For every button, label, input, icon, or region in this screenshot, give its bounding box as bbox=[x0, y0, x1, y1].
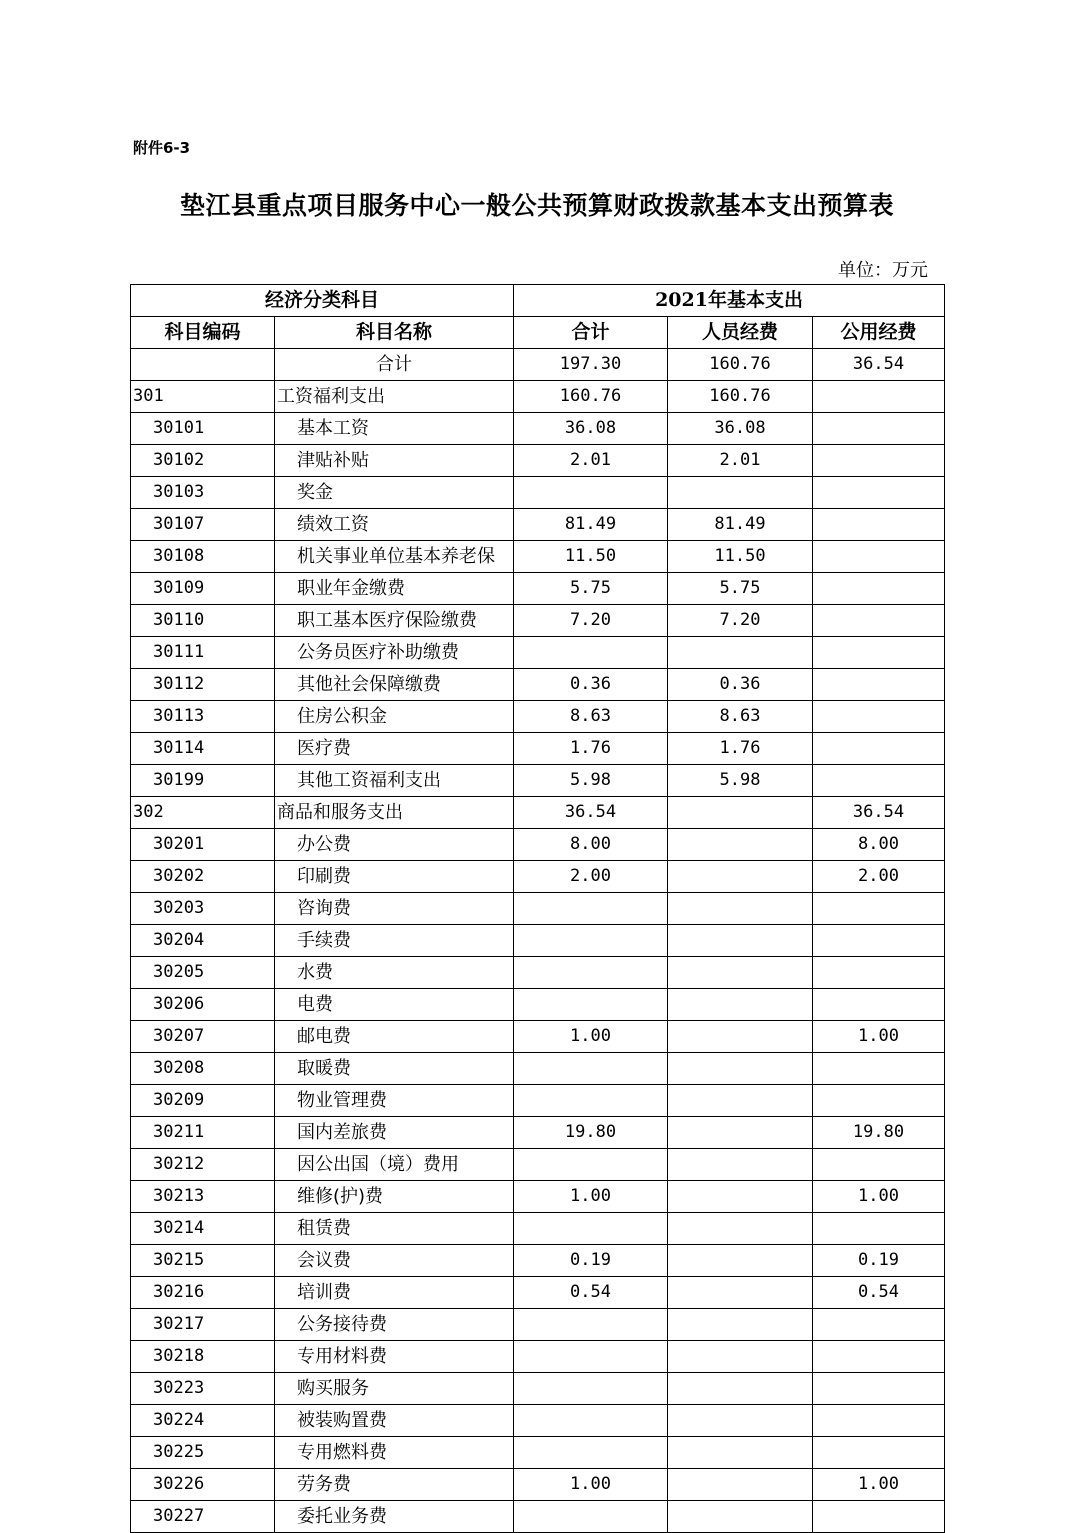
row-name: 培训费 bbox=[275, 1277, 514, 1309]
table-row bbox=[131, 765, 945, 797]
header-name: 科目名称 bbox=[275, 317, 514, 349]
row-name: 劳务费 bbox=[275, 1469, 514, 1501]
table-row bbox=[131, 605, 945, 637]
row-name: 奖金 bbox=[275, 477, 514, 509]
row-total: 160.76 bbox=[514, 381, 668, 413]
row-name: 电费 bbox=[275, 989, 514, 1021]
row-personnel: 11.50 bbox=[668, 541, 813, 573]
row-code: 30108 bbox=[131, 541, 275, 573]
header-total: 合计 bbox=[514, 317, 668, 349]
row-code: 30214 bbox=[131, 1213, 275, 1245]
row-total bbox=[514, 925, 668, 957]
total-row bbox=[131, 349, 945, 381]
row-personnel bbox=[668, 989, 813, 1021]
row-total bbox=[514, 1501, 668, 1533]
table-row bbox=[131, 797, 945, 829]
row-code: 30223 bbox=[131, 1373, 275, 1405]
row-public: 1.00 bbox=[813, 1469, 945, 1501]
row-personnel bbox=[668, 1437, 813, 1469]
row-personnel bbox=[668, 1117, 813, 1149]
row-name: 水费 bbox=[275, 957, 514, 989]
table-row bbox=[131, 1309, 945, 1341]
row-code: 30209 bbox=[131, 1085, 275, 1117]
row-total bbox=[514, 989, 668, 1021]
header-basic-expenditure-2021: 2021年基本支出 bbox=[514, 285, 945, 317]
row-total bbox=[514, 1373, 668, 1405]
row-public: 8.00 bbox=[813, 829, 945, 861]
row-total: 2.00 bbox=[514, 861, 668, 893]
row-name: 基本工资 bbox=[275, 413, 514, 445]
row-total: 1.00 bbox=[514, 1181, 668, 1213]
row-total: 36.08 bbox=[514, 413, 668, 445]
row-total bbox=[514, 1213, 668, 1245]
row-total: 7.20 bbox=[514, 605, 668, 637]
row-personnel: 2.01 bbox=[668, 445, 813, 477]
table-row bbox=[131, 1373, 945, 1405]
row-public bbox=[813, 701, 945, 733]
row-name: 专用燃料费 bbox=[275, 1437, 514, 1469]
row-personnel bbox=[668, 477, 813, 509]
table-row bbox=[131, 381, 945, 413]
row-public: 0.54 bbox=[813, 1277, 945, 1309]
budget-table bbox=[130, 284, 945, 1533]
row-public bbox=[813, 605, 945, 637]
row-personnel: 8.63 bbox=[668, 701, 813, 733]
row-code: 30206 bbox=[131, 989, 275, 1021]
row-total bbox=[514, 893, 668, 925]
row-name: 手续费 bbox=[275, 925, 514, 957]
row-total bbox=[514, 1341, 668, 1373]
table-row bbox=[131, 541, 945, 573]
row-code: 30205 bbox=[131, 957, 275, 989]
row-total bbox=[514, 1085, 668, 1117]
row-code: 30107 bbox=[131, 509, 275, 541]
row-total: 5.75 bbox=[514, 573, 668, 605]
row-total: 0.54 bbox=[514, 1277, 668, 1309]
row-total: 0.19 bbox=[514, 1245, 668, 1277]
row-code: 30216 bbox=[131, 1277, 275, 1309]
table-row bbox=[131, 989, 945, 1021]
row-personnel bbox=[668, 1053, 813, 1085]
row-personnel bbox=[668, 1149, 813, 1181]
row-total: 1.76 bbox=[514, 733, 668, 765]
row-code: 30199 bbox=[131, 765, 275, 797]
row-name: 被装购置费 bbox=[275, 1405, 514, 1437]
row-personnel: 0.36 bbox=[668, 669, 813, 701]
header-code: 科目编码 bbox=[131, 317, 275, 349]
table-row bbox=[131, 829, 945, 861]
table-row bbox=[131, 1149, 945, 1181]
row-public bbox=[813, 893, 945, 925]
row-code: 30215 bbox=[131, 1245, 275, 1277]
row-public bbox=[813, 925, 945, 957]
row-public bbox=[813, 1437, 945, 1469]
row-personnel bbox=[668, 797, 813, 829]
row-code: 30207 bbox=[131, 1021, 275, 1053]
row-total: 2.01 bbox=[514, 445, 668, 477]
row-code: 30113 bbox=[131, 701, 275, 733]
row-code: 30204 bbox=[131, 925, 275, 957]
row-public bbox=[813, 541, 945, 573]
row-name: 职工基本医疗保险缴费 bbox=[275, 605, 514, 637]
attachment-label: 附件6-3 bbox=[133, 139, 191, 157]
row-public bbox=[813, 669, 945, 701]
row-total bbox=[514, 477, 668, 509]
row-code: 30102 bbox=[131, 445, 275, 477]
row-public bbox=[813, 445, 945, 477]
row-public bbox=[813, 1341, 945, 1373]
row-name: 印刷费 bbox=[275, 861, 514, 893]
table-row bbox=[131, 1501, 945, 1533]
table-row bbox=[131, 1181, 945, 1213]
row-public: 0.19 bbox=[813, 1245, 945, 1277]
header-row-group bbox=[131, 285, 945, 317]
table-row bbox=[131, 1021, 945, 1053]
row-name: 办公费 bbox=[275, 829, 514, 861]
table-row bbox=[131, 957, 945, 989]
row-code: 302 bbox=[131, 797, 275, 829]
table-row bbox=[131, 445, 945, 477]
row-total: 0.36 bbox=[514, 669, 668, 701]
row-total: 1.00 bbox=[514, 1021, 668, 1053]
row-public bbox=[813, 1085, 945, 1117]
row-name: 住房公积金 bbox=[275, 701, 514, 733]
row-code: 30227 bbox=[131, 1501, 275, 1533]
header-personnel: 人员经费 bbox=[668, 317, 813, 349]
row-total: 8.00 bbox=[514, 829, 668, 861]
row-name: 公务接待费 bbox=[275, 1309, 514, 1341]
row-code: 30218 bbox=[131, 1341, 275, 1373]
row-name: 购买服务 bbox=[275, 1373, 514, 1405]
header-public: 公用经费 bbox=[813, 317, 945, 349]
row-code: 30224 bbox=[131, 1405, 275, 1437]
table-row bbox=[131, 1085, 945, 1117]
table-row bbox=[131, 893, 945, 925]
row-code: 30103 bbox=[131, 477, 275, 509]
row-code: 30212 bbox=[131, 1149, 275, 1181]
table-header bbox=[131, 285, 945, 349]
row-personnel: 7.20 bbox=[668, 605, 813, 637]
row-personnel: 5.75 bbox=[668, 573, 813, 605]
row-total: 36.54 bbox=[514, 797, 668, 829]
row-personnel bbox=[668, 1373, 813, 1405]
row-personnel bbox=[668, 925, 813, 957]
table-row bbox=[131, 477, 945, 509]
row-public bbox=[813, 477, 945, 509]
row-code: 30110 bbox=[131, 605, 275, 637]
row-personnel bbox=[668, 1501, 813, 1533]
table-row bbox=[131, 1341, 945, 1373]
row-total bbox=[514, 1053, 668, 1085]
row-code: 30203 bbox=[131, 893, 275, 925]
row-name: 维修(护)费 bbox=[275, 1181, 514, 1213]
table-row bbox=[131, 701, 945, 733]
row-public bbox=[813, 989, 945, 1021]
row-public bbox=[813, 765, 945, 797]
row-personnel bbox=[668, 1213, 813, 1245]
row-total bbox=[514, 1149, 668, 1181]
row-personnel bbox=[668, 1245, 813, 1277]
total-row-code bbox=[131, 349, 275, 381]
row-name: 公务员医疗补助缴费 bbox=[275, 637, 514, 669]
row-personnel: 1.76 bbox=[668, 733, 813, 765]
row-code: 30202 bbox=[131, 861, 275, 893]
page-title: 垫江县重点项目服务中心一般公共预算财政拨款基本支出预算表 bbox=[179, 191, 894, 220]
table-row bbox=[131, 1117, 945, 1149]
row-total: 1.00 bbox=[514, 1469, 668, 1501]
row-public bbox=[813, 1053, 945, 1085]
row-personnel: 160.76 bbox=[668, 381, 813, 413]
row-name: 绩效工资 bbox=[275, 509, 514, 541]
header-row-columns bbox=[131, 317, 945, 349]
row-public bbox=[813, 381, 945, 413]
row-name: 取暖费 bbox=[275, 1053, 514, 1085]
table-row bbox=[131, 509, 945, 541]
row-name: 工资福利支出 bbox=[275, 381, 514, 413]
row-personnel bbox=[668, 637, 813, 669]
row-name: 租赁费 bbox=[275, 1213, 514, 1245]
row-public: 1.00 bbox=[813, 1181, 945, 1213]
row-personnel bbox=[668, 1085, 813, 1117]
row-name: 会议费 bbox=[275, 1245, 514, 1277]
header-economic-classification: 经济分类科目 bbox=[131, 285, 514, 317]
row-code: 30111 bbox=[131, 637, 275, 669]
row-name: 因公出国（境）费用 bbox=[275, 1149, 514, 1181]
row-public bbox=[813, 1149, 945, 1181]
row-personnel bbox=[668, 1309, 813, 1341]
row-public bbox=[813, 733, 945, 765]
row-public bbox=[813, 957, 945, 989]
row-name: 机关事业单位基本养老保 bbox=[275, 541, 514, 573]
row-total: 81.49 bbox=[514, 509, 668, 541]
row-public bbox=[813, 1373, 945, 1405]
row-name: 其他工资福利支出 bbox=[275, 765, 514, 797]
table-row bbox=[131, 1405, 945, 1437]
row-personnel bbox=[668, 957, 813, 989]
row-code: 30201 bbox=[131, 829, 275, 861]
table-row bbox=[131, 733, 945, 765]
row-code: 30226 bbox=[131, 1469, 275, 1501]
row-public bbox=[813, 637, 945, 669]
row-code: 301 bbox=[131, 381, 275, 413]
row-name: 医疗费 bbox=[275, 733, 514, 765]
row-public bbox=[813, 573, 945, 605]
row-name: 津贴补贴 bbox=[275, 445, 514, 477]
row-code: 30208 bbox=[131, 1053, 275, 1085]
row-total bbox=[514, 1437, 668, 1469]
row-name: 职业年金缴费 bbox=[275, 573, 514, 605]
row-name: 商品和服务支出 bbox=[275, 797, 514, 829]
row-code: 30225 bbox=[131, 1437, 275, 1469]
row-public: 36.54 bbox=[813, 797, 945, 829]
row-public: 1.00 bbox=[813, 1021, 945, 1053]
row-name: 邮电费 bbox=[275, 1021, 514, 1053]
row-code: 30114 bbox=[131, 733, 275, 765]
row-name: 咨询费 bbox=[275, 893, 514, 925]
table-row bbox=[131, 1469, 945, 1501]
table-row bbox=[131, 1245, 945, 1277]
total-row-personnel: 160.76 bbox=[668, 349, 813, 381]
row-total bbox=[514, 1309, 668, 1341]
row-name: 专用材料费 bbox=[275, 1341, 514, 1373]
row-personnel: 81.49 bbox=[668, 509, 813, 541]
row-total bbox=[514, 637, 668, 669]
row-name: 其他社会保障缴费 bbox=[275, 669, 514, 701]
row-total bbox=[514, 1405, 668, 1437]
row-personnel bbox=[668, 829, 813, 861]
row-total: 5.98 bbox=[514, 765, 668, 797]
row-public bbox=[813, 413, 945, 445]
row-code: 30217 bbox=[131, 1309, 275, 1341]
row-public bbox=[813, 1405, 945, 1437]
table-body bbox=[131, 349, 945, 1533]
row-personnel bbox=[668, 893, 813, 925]
row-public: 2.00 bbox=[813, 861, 945, 893]
table-row bbox=[131, 861, 945, 893]
row-name: 委托业务费 bbox=[275, 1501, 514, 1533]
table-row bbox=[131, 925, 945, 957]
row-name: 国内差旅费 bbox=[275, 1117, 514, 1149]
row-name: 物业管理费 bbox=[275, 1085, 514, 1117]
table-row bbox=[131, 669, 945, 701]
table-row bbox=[131, 637, 945, 669]
table-row bbox=[131, 573, 945, 605]
row-personnel bbox=[668, 1469, 813, 1501]
row-personnel bbox=[668, 1405, 813, 1437]
row-personnel bbox=[668, 1181, 813, 1213]
row-total: 19.80 bbox=[514, 1117, 668, 1149]
row-public bbox=[813, 1501, 945, 1533]
total-row-name: 合计 bbox=[275, 349, 514, 381]
row-code: 30109 bbox=[131, 573, 275, 605]
row-public bbox=[813, 1213, 945, 1245]
row-total: 11.50 bbox=[514, 541, 668, 573]
row-personnel: 5.98 bbox=[668, 765, 813, 797]
row-personnel bbox=[668, 1341, 813, 1373]
row-personnel bbox=[668, 1277, 813, 1309]
table-row bbox=[131, 1437, 945, 1469]
row-total bbox=[514, 957, 668, 989]
row-code: 30112 bbox=[131, 669, 275, 701]
row-public bbox=[813, 509, 945, 541]
table-row bbox=[131, 1213, 945, 1245]
row-code: 30211 bbox=[131, 1117, 275, 1149]
row-personnel: 36.08 bbox=[668, 413, 813, 445]
table-row bbox=[131, 413, 945, 445]
row-total: 8.63 bbox=[514, 701, 668, 733]
row-personnel bbox=[668, 861, 813, 893]
row-personnel bbox=[668, 1021, 813, 1053]
row-public: 19.80 bbox=[813, 1117, 945, 1149]
unit-label: 单位：万元 bbox=[838, 260, 928, 281]
table-row bbox=[131, 1277, 945, 1309]
total-row-total: 197.30 bbox=[514, 349, 668, 381]
row-public bbox=[813, 1309, 945, 1341]
row-code: 30213 bbox=[131, 1181, 275, 1213]
table-row bbox=[131, 1053, 945, 1085]
total-row-public: 36.54 bbox=[813, 349, 945, 381]
row-code: 30101 bbox=[131, 413, 275, 445]
